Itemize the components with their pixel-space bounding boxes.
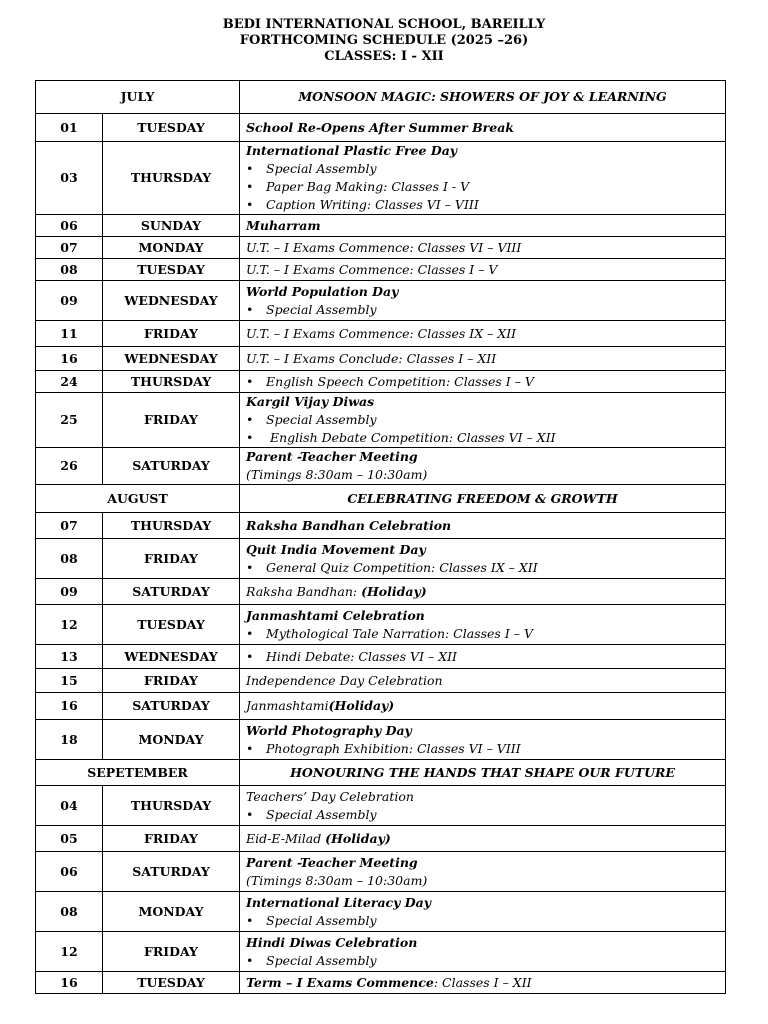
classes-range: CLASSES: I - XII (324, 49, 444, 64)
event-text: Parent -Teacher Meeting (246, 854, 418, 870)
event-bullet-item (246, 952, 719, 970)
event-line (246, 466, 719, 484)
event-date: 12 (36, 932, 103, 972)
event-details (240, 579, 726, 605)
bullet-icon: • (246, 301, 254, 317)
event-bullet-item (246, 411, 719, 429)
event-details (240, 786, 726, 826)
event-day: SUNDAY (103, 215, 240, 237)
schedule-row (36, 215, 726, 237)
event-date: 25 (36, 393, 103, 448)
schedule-row (36, 826, 726, 852)
event-day: THURSDAY (103, 142, 240, 215)
event-line (246, 974, 719, 992)
event-bullet-item (246, 648, 719, 666)
holiday-label: (Holiday) (361, 583, 427, 599)
event-line (246, 697, 719, 715)
event-text: Parent -Teacher Meeting (246, 449, 418, 464)
event-line (246, 119, 719, 137)
event-line (246, 583, 719, 601)
schedule-row (36, 114, 726, 142)
event-bullet-item (246, 429, 719, 447)
event-text: Raksha Bandhan Celebration (246, 517, 452, 533)
event-text: Hindi Debate: Classes VI – XII (266, 648, 457, 664)
event-details (240, 932, 726, 972)
event-text: Quit India Movement Day (246, 541, 426, 557)
event-text: Hindi Diwas Celebration (246, 934, 418, 950)
bullet-icon: • (246, 197, 254, 212)
event-line (246, 350, 719, 368)
event-text: Special Assembly (266, 412, 377, 427)
event-date: 18 (36, 720, 103, 760)
event-details (240, 114, 726, 142)
event-details (240, 259, 726, 281)
event-text: World Population Day (246, 283, 399, 299)
month-theme: CELEBRATING FREEDOM & GROWTH (240, 485, 726, 513)
schedule-row (36, 539, 726, 579)
event-details (240, 852, 726, 892)
event-day: WEDNESDAY (103, 281, 240, 321)
event-day: FRIDAY (103, 932, 240, 972)
event-details (240, 669, 726, 693)
event-details (240, 539, 726, 579)
event-date: 08 (36, 539, 103, 579)
bullet-icon: • (246, 161, 254, 176)
schedule-row (36, 347, 726, 371)
event-details (240, 142, 726, 215)
event-text: Janmashtami Celebration (246, 607, 425, 623)
event-line (246, 325, 719, 343)
event-details (240, 693, 726, 720)
event-bullet-item (246, 178, 719, 196)
schedule-row (36, 786, 726, 826)
schedule-row (36, 693, 726, 720)
event-details (240, 321, 726, 347)
event-details (240, 215, 726, 237)
event-text: Paper Bag Making: Classes I - V (266, 179, 470, 194)
event-day: TUESDAY (103, 605, 240, 645)
event-text: English Speech Competition: Classes I – V (266, 373, 534, 389)
event-text: Eid-E-Milad (246, 830, 326, 846)
event-line (246, 830, 719, 848)
month-name: JULY (36, 81, 240, 114)
event-date: 07 (36, 513, 103, 539)
schedule-row (36, 852, 726, 892)
event-text: Term – I Exams Commence (246, 974, 434, 990)
event-day: SATURDAY (103, 693, 240, 720)
event-details (240, 892, 726, 932)
event-text: U.T. – I Exams Commence: Classes IX – XII (246, 325, 517, 341)
schedule-row (36, 281, 726, 321)
event-date: 26 (36, 448, 103, 485)
event-date: 16 (36, 972, 103, 994)
event-line (246, 607, 719, 625)
event-line (246, 872, 719, 890)
schedule-title: FORTHCOMING SCHEDULE (2025 –26) (239, 33, 529, 48)
event-details (240, 347, 726, 371)
event-text: Special Assembly (266, 301, 377, 317)
month-name: SEPETEMBER (36, 760, 240, 786)
event-line (246, 517, 719, 535)
event-date: 05 (36, 826, 103, 852)
event-date: 13 (36, 645, 103, 669)
event-line (246, 393, 719, 411)
event-date: 06 (36, 215, 103, 237)
schedule-row (36, 972, 726, 994)
event-day: TUESDAY (103, 114, 240, 142)
event-details (240, 371, 726, 393)
event-line (246, 854, 719, 872)
event-text: Special Assembly (266, 952, 377, 968)
event-day: FRIDAY (103, 539, 240, 579)
event-date: 11 (36, 321, 103, 347)
event-text: Caption Writing: Classes VI – VIII (266, 197, 479, 212)
event-bullet-item (246, 559, 719, 577)
event-line (246, 217, 719, 235)
event-line (246, 283, 719, 301)
bullet-icon: • (246, 373, 254, 389)
event-details (240, 448, 726, 485)
event-day: SATURDAY (103, 579, 240, 605)
event-bullet-item (246, 301, 719, 319)
event-text: U.T. – I Exams Conclude: Classes I – XII (246, 350, 497, 366)
event-line (246, 722, 719, 740)
event-details (240, 237, 726, 259)
event-bullet-item (246, 740, 719, 758)
event-line (246, 541, 719, 559)
schedule-row (36, 579, 726, 605)
event-line (246, 261, 719, 279)
schedule-row (36, 393, 726, 448)
schedule-row (36, 237, 726, 259)
event-text: (Timings 8:30am – 10:30am) (246, 467, 428, 482)
event-text: Teachers’ Day Celebration (246, 788, 414, 804)
event-day: MONDAY (103, 720, 240, 760)
schedule-row (36, 259, 726, 281)
month-row (36, 81, 726, 114)
event-text: English Debate Competition: Classes VI – XII (266, 430, 556, 445)
event-bullet-item (246, 806, 719, 824)
event-date: 15 (36, 669, 103, 693)
month-name: AUGUST (36, 485, 240, 513)
schedule-row (36, 448, 726, 485)
event-details (240, 393, 726, 448)
document-header (0, 0, 768, 65)
schedule-row (36, 892, 726, 932)
bullet-icon: • (246, 912, 254, 928)
schedule-row (36, 645, 726, 669)
event-date: 09 (36, 281, 103, 321)
event-details (240, 972, 726, 994)
event-details (240, 645, 726, 669)
event-text: General Quiz Competition: Classes IX – XII (266, 559, 538, 575)
event-line (246, 448, 719, 466)
event-text: School Re-Opens After Summer Break (246, 119, 514, 135)
event-bullet-item (246, 625, 719, 643)
event-day: SATURDAY (103, 852, 240, 892)
event-day: WEDNESDAY (103, 645, 240, 669)
event-date: 12 (36, 605, 103, 645)
event-bullet-item (246, 196, 719, 214)
bullet-icon: • (246, 179, 254, 194)
event-text: Janmashtami (246, 698, 329, 713)
schedule-table (35, 80, 726, 994)
event-date: 24 (36, 371, 103, 393)
event-line (246, 788, 719, 806)
event-date: 08 (36, 892, 103, 932)
event-text: Special Assembly (266, 161, 377, 176)
event-text: International Literacy Day (246, 894, 431, 910)
event-line (246, 934, 719, 952)
schedule-row (36, 371, 726, 393)
holiday-label: (Holiday) (325, 830, 391, 846)
event-line (246, 894, 719, 912)
event-date: 06 (36, 852, 103, 892)
event-text: Mythological Tale Narration: Classes I – V (266, 625, 533, 641)
event-classes: : Classes I – XII (433, 974, 532, 990)
school-name: BEDI INTERNATIONAL SCHOOL, BAREILLY (222, 17, 546, 32)
event-text: (Timings 8:30am – 10:30am) (246, 872, 428, 888)
event-day: THURSDAY (103, 371, 240, 393)
event-day: TUESDAY (103, 259, 240, 281)
schedule-row (36, 932, 726, 972)
event-date: 08 (36, 259, 103, 281)
schedule-body (36, 81, 726, 994)
event-line (246, 672, 719, 690)
event-date: 09 (36, 579, 103, 605)
event-bullet-item (246, 160, 719, 178)
holiday-label: (Holiday) (328, 698, 395, 713)
event-date: 16 (36, 347, 103, 371)
bullet-icon: • (246, 625, 254, 641)
event-text: U.T. – I Exams Commence: Classes VI – VIII (246, 239, 522, 255)
event-day: FRIDAY (103, 393, 240, 448)
event-day: FRIDAY (103, 321, 240, 347)
event-day: SATURDAY (103, 448, 240, 485)
event-day: FRIDAY (103, 826, 240, 852)
event-text: Special Assembly (266, 806, 377, 822)
event-date: 01 (36, 114, 103, 142)
event-text: U.T. – I Exams Commence: Classes I – V (246, 261, 498, 277)
event-day: MONDAY (103, 237, 240, 259)
event-date: 04 (36, 786, 103, 826)
schedule-row (36, 669, 726, 693)
event-text: Raksha Bandhan: (246, 583, 362, 599)
schedule-row (36, 142, 726, 215)
bullet-icon: • (246, 648, 254, 664)
event-text: International Plastic Free Day (246, 143, 458, 158)
event-text: Muharram (246, 217, 321, 233)
event-date: 03 (36, 142, 103, 215)
event-text: Independence Day Celebration (246, 672, 443, 688)
event-day: FRIDAY (103, 669, 240, 693)
month-theme: HONOURING THE HANDS THAT SHAPE OUR FUTURE (240, 760, 726, 786)
event-text: World Photography Day (246, 722, 412, 738)
event-details (240, 281, 726, 321)
month-row (36, 760, 726, 786)
event-line (246, 142, 719, 160)
bullet-icon: • (246, 412, 254, 427)
event-day: THURSDAY (103, 786, 240, 826)
month-row (36, 485, 726, 513)
event-details (240, 720, 726, 760)
schedule-row (36, 513, 726, 539)
schedule-row (36, 321, 726, 347)
month-theme: MONSOON MAGIC: SHOWERS OF JOY & LEARNING (240, 81, 726, 114)
event-day: TUESDAY (103, 972, 240, 994)
event-bullet-item (246, 373, 719, 391)
event-details (240, 605, 726, 645)
event-details (240, 513, 726, 539)
event-day: WEDNESDAY (103, 347, 240, 371)
event-date: 07 (36, 237, 103, 259)
bullet-icon: • (246, 559, 254, 575)
event-text: Photograph Exhibition: Classes VI – VIII (266, 740, 521, 756)
event-line (246, 239, 719, 257)
event-day: THURSDAY (103, 513, 240, 539)
bullet-icon: • (246, 430, 254, 445)
bullet-icon: • (246, 740, 254, 756)
event-day: MONDAY (103, 892, 240, 932)
event-bullet-item (246, 912, 719, 930)
event-date: 16 (36, 693, 103, 720)
bullet-icon: • (246, 806, 254, 822)
schedule-row (36, 605, 726, 645)
event-text: Special Assembly (266, 912, 377, 928)
schedule-row (36, 720, 726, 760)
bullet-icon: • (246, 952, 254, 968)
event-text: Kargil Vijay Diwas (246, 394, 375, 409)
event-details (240, 826, 726, 852)
